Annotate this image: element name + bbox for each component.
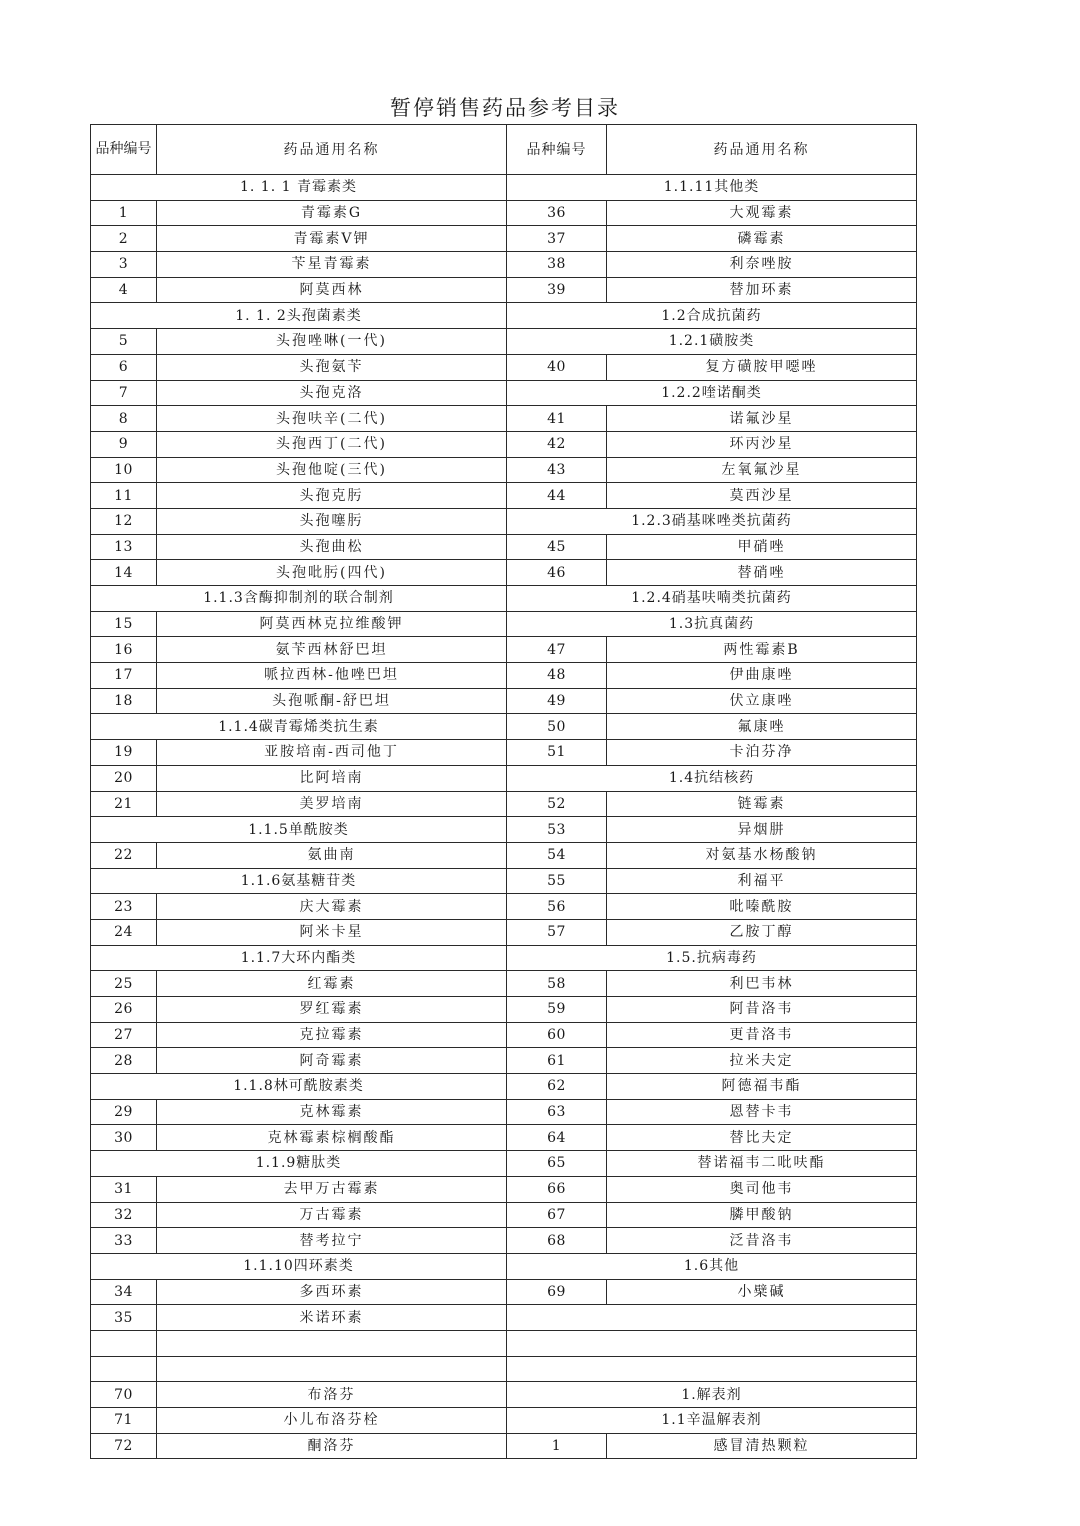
left-drug-name: 阿莫西林克拉维酸钾 bbox=[157, 611, 507, 637]
right-drug-name: 替加环素 bbox=[607, 277, 917, 303]
left-drug-number: 10 bbox=[91, 457, 157, 483]
left-drug-name: 头孢他啶(三代) bbox=[157, 457, 507, 483]
right-drug-name: 环丙沙星 bbox=[607, 431, 917, 457]
table-row bbox=[91, 1151, 917, 1177]
right-blank-cell bbox=[507, 1305, 917, 1331]
left-category-heading: 1. 1. 2头孢菌素类 bbox=[91, 303, 507, 329]
right-drug-number: 64 bbox=[507, 1125, 607, 1151]
right-category-heading: 1.2合成抗菌药 bbox=[507, 303, 917, 329]
table-row bbox=[91, 1074, 917, 1100]
left-category-heading: 1.1.8林可酰胺素类 bbox=[91, 1074, 507, 1100]
right-drug-name: 阿昔洛韦 bbox=[607, 997, 917, 1023]
table-row bbox=[91, 1048, 917, 1074]
table-row bbox=[91, 1408, 917, 1434]
right-category-heading: 1.2.4硝基呋喃类抗菌药 bbox=[507, 586, 917, 612]
table-row bbox=[91, 714, 917, 740]
right-drug-name: 感冒清热颗粒 bbox=[607, 1433, 917, 1459]
right-drug-number: 56 bbox=[507, 894, 607, 920]
right-drug-name: 氟康唑 bbox=[607, 714, 917, 740]
table-row bbox=[91, 226, 917, 252]
left-drug-number: 1 bbox=[91, 200, 157, 226]
left-drug-number: 28 bbox=[91, 1048, 157, 1074]
left-drug-number: 71 bbox=[91, 1408, 157, 1434]
right-drug-number: 59 bbox=[507, 997, 607, 1023]
table-row bbox=[91, 560, 917, 586]
left-drug-number: 20 bbox=[91, 765, 157, 791]
left-drug-name: 头孢氨苄 bbox=[157, 354, 507, 380]
left-drug-number: 31 bbox=[91, 1176, 157, 1202]
left-category-heading: 1.1.7大环内酯类 bbox=[91, 945, 507, 971]
right-drug-number: 36 bbox=[507, 200, 607, 226]
left-category-heading: 1.1.6氨基糖苷类 bbox=[91, 868, 507, 894]
table-row bbox=[91, 1305, 917, 1331]
table-row bbox=[91, 1228, 917, 1254]
table-row bbox=[91, 842, 917, 868]
table-row bbox=[91, 175, 917, 201]
table-row bbox=[91, 611, 917, 637]
left-drug-name: 头孢克肟 bbox=[157, 483, 507, 509]
table-row bbox=[91, 406, 917, 432]
left-blank-name bbox=[157, 1330, 507, 1356]
header-left-number: 品种编号 bbox=[91, 125, 157, 175]
right-drug-number: 62 bbox=[507, 1074, 607, 1100]
table-row bbox=[91, 1202, 917, 1228]
left-drug-number: 19 bbox=[91, 740, 157, 766]
header-left-name: 药品通用名称 bbox=[157, 125, 507, 175]
left-drug-name: 青霉素V钾 bbox=[157, 226, 507, 252]
left-drug-name: 氨曲南 bbox=[157, 842, 507, 868]
left-drug-number: 33 bbox=[91, 1228, 157, 1254]
left-drug-number: 27 bbox=[91, 1022, 157, 1048]
page-title: 暂停销售药品参考目录 bbox=[390, 96, 620, 120]
left-drug-number: 30 bbox=[91, 1125, 157, 1151]
left-drug-name: 苄星青霉素 bbox=[157, 252, 507, 278]
right-drug-number: 67 bbox=[507, 1202, 607, 1228]
left-drug-name: 头孢呋辛(二代) bbox=[157, 406, 507, 432]
right-drug-number: 37 bbox=[507, 226, 607, 252]
left-drug-name: 比阿培南 bbox=[157, 765, 507, 791]
left-drug-number: 9 bbox=[91, 431, 157, 457]
right-drug-name: 拉米夫定 bbox=[607, 1048, 917, 1074]
right-drug-number: 41 bbox=[507, 406, 607, 432]
left-drug-name: 亚胺培南-西司他丁 bbox=[157, 740, 507, 766]
table-row bbox=[91, 971, 917, 997]
right-category-heading: 1.3抗真菌药 bbox=[507, 611, 917, 637]
right-category-heading: 1.2.3硝基咪唑类抗菌药 bbox=[507, 508, 917, 534]
table-row bbox=[91, 637, 917, 663]
left-drug-number: 11 bbox=[91, 483, 157, 509]
left-drug-number: 29 bbox=[91, 1099, 157, 1125]
table-row bbox=[91, 534, 917, 560]
right-drug-number: 50 bbox=[507, 714, 607, 740]
right-drug-number: 42 bbox=[507, 431, 607, 457]
right-drug-number: 43 bbox=[507, 457, 607, 483]
left-drug-name: 阿莫西林 bbox=[157, 277, 507, 303]
right-drug-name: 诺氟沙星 bbox=[607, 406, 917, 432]
table-row bbox=[91, 1279, 917, 1305]
left-drug-name: 头孢克洛 bbox=[157, 380, 507, 406]
table-row bbox=[91, 997, 917, 1023]
right-blank-cell bbox=[507, 1330, 917, 1356]
left-drug-name: 氨苄西林舒巴坦 bbox=[157, 637, 507, 663]
table-row bbox=[91, 1176, 917, 1202]
right-drug-number: 63 bbox=[507, 1099, 607, 1125]
left-drug-name: 克林霉素 bbox=[157, 1099, 507, 1125]
left-drug-number: 34 bbox=[91, 1279, 157, 1305]
left-drug-name: 小儿布洛芬栓 bbox=[157, 1408, 507, 1434]
left-drug-name: 替考拉宁 bbox=[157, 1228, 507, 1254]
left-drug-name: 庆大霉素 bbox=[157, 894, 507, 920]
right-drug-name: 利巴韦林 bbox=[607, 971, 917, 997]
left-drug-name: 哌拉西林-他唑巴坦 bbox=[157, 663, 507, 689]
right-category-heading: 1.5.抗病毒药 bbox=[507, 945, 917, 971]
right-drug-name: 莫西沙星 bbox=[607, 483, 917, 509]
left-drug-name: 头孢哌酮-舒巴坦 bbox=[157, 688, 507, 714]
table-row bbox=[91, 354, 917, 380]
table-row bbox=[91, 431, 917, 457]
right-drug-name: 替诺福韦二吡呋酯 bbox=[607, 1151, 917, 1177]
right-drug-name: 甲硝唑 bbox=[607, 534, 917, 560]
left-drug-number: 14 bbox=[91, 560, 157, 586]
right-drug-number: 65 bbox=[507, 1151, 607, 1177]
left-drug-number: 8 bbox=[91, 406, 157, 432]
right-drug-name: 吡嗪酰胺 bbox=[607, 894, 917, 920]
left-drug-name: 多西环素 bbox=[157, 1279, 507, 1305]
table-row bbox=[91, 483, 917, 509]
left-drug-number: 12 bbox=[91, 508, 157, 534]
left-drug-name: 头孢西丁(二代) bbox=[157, 431, 507, 457]
right-drug-name: 异烟肼 bbox=[607, 817, 917, 843]
table-row bbox=[91, 457, 917, 483]
left-category-heading: 1.1.10四环素类 bbox=[91, 1253, 507, 1279]
table-row bbox=[91, 1125, 917, 1151]
right-drug-name: 左氧氟沙星 bbox=[607, 457, 917, 483]
right-drug-name: 复方磺胺甲噁唑 bbox=[607, 354, 917, 380]
right-drug-number: 47 bbox=[507, 637, 607, 663]
table-row bbox=[91, 200, 917, 226]
left-drug-number: 26 bbox=[91, 997, 157, 1023]
right-drug-number: 51 bbox=[507, 740, 607, 766]
left-drug-number: 18 bbox=[91, 688, 157, 714]
left-drug-number: 72 bbox=[91, 1433, 157, 1459]
table-row bbox=[91, 791, 917, 817]
table-row bbox=[91, 586, 917, 612]
header-right-number: 品种编号 bbox=[507, 125, 607, 175]
left-drug-name: 去甲万古霉素 bbox=[157, 1176, 507, 1202]
right-drug-name: 利福平 bbox=[607, 868, 917, 894]
left-blank-name bbox=[157, 1356, 507, 1382]
right-drug-name: 磷霉素 bbox=[607, 226, 917, 252]
right-drug-number: 66 bbox=[507, 1176, 607, 1202]
right-drug-number: 52 bbox=[507, 791, 607, 817]
left-drug-number: 15 bbox=[91, 611, 157, 637]
drug-catalog-table bbox=[90, 124, 917, 1459]
right-drug-number: 60 bbox=[507, 1022, 607, 1048]
table-row bbox=[91, 1022, 917, 1048]
left-drug-name: 阿米卡星 bbox=[157, 919, 507, 945]
right-drug-number: 54 bbox=[507, 842, 607, 868]
right-drug-name: 伊曲康唑 bbox=[607, 663, 917, 689]
left-drug-number: 4 bbox=[91, 277, 157, 303]
table-row bbox=[91, 1433, 917, 1459]
right-drug-number: 49 bbox=[507, 688, 607, 714]
right-blank-cell bbox=[507, 1356, 917, 1382]
left-drug-name: 头孢唑啉(一代) bbox=[157, 329, 507, 355]
right-drug-name: 利奈唑胺 bbox=[607, 252, 917, 278]
left-drug-name: 万古霉素 bbox=[157, 1202, 507, 1228]
left-drug-number: 2 bbox=[91, 226, 157, 252]
table-row bbox=[91, 1253, 917, 1279]
right-drug-name: 卡泊芬净 bbox=[607, 740, 917, 766]
right-drug-name: 恩替卡韦 bbox=[607, 1099, 917, 1125]
right-drug-number: 55 bbox=[507, 868, 607, 894]
table-row bbox=[91, 868, 917, 894]
left-drug-number: 21 bbox=[91, 791, 157, 817]
left-drug-name: 克林霉素棕榈酸酯 bbox=[157, 1125, 507, 1151]
table-row bbox=[91, 252, 917, 278]
table-row bbox=[91, 894, 917, 920]
table-row bbox=[91, 508, 917, 534]
right-drug-name: 阿德福韦酯 bbox=[607, 1074, 917, 1100]
right-drug-number: 45 bbox=[507, 534, 607, 560]
left-drug-name: 青霉素G bbox=[157, 200, 507, 226]
right-drug-number: 68 bbox=[507, 1228, 607, 1254]
table-row bbox=[91, 919, 917, 945]
right-drug-name: 大观霉素 bbox=[607, 200, 917, 226]
left-drug-name: 红霉素 bbox=[157, 971, 507, 997]
left-blank-number bbox=[91, 1356, 157, 1382]
right-drug-name: 膦甲酸钠 bbox=[607, 1202, 917, 1228]
left-drug-number: 35 bbox=[91, 1305, 157, 1331]
table-row bbox=[91, 303, 917, 329]
table-row bbox=[91, 1330, 917, 1356]
header-right-name: 药品通用名称 bbox=[607, 125, 917, 175]
right-drug-name: 奥司他韦 bbox=[607, 1176, 917, 1202]
table-row bbox=[91, 817, 917, 843]
left-drug-name: 酮洛芬 bbox=[157, 1433, 507, 1459]
right-category-heading: 1.1辛温解表剂 bbox=[507, 1408, 917, 1434]
right-drug-number: 40 bbox=[507, 354, 607, 380]
left-drug-number: 5 bbox=[91, 329, 157, 355]
right-category-heading: 1.4抗结核药 bbox=[507, 765, 917, 791]
table-row bbox=[91, 765, 917, 791]
right-drug-number: 58 bbox=[507, 971, 607, 997]
right-drug-number: 69 bbox=[507, 1279, 607, 1305]
right-drug-name: 对氨基水杨酸钠 bbox=[607, 842, 917, 868]
left-drug-number: 17 bbox=[91, 663, 157, 689]
right-drug-number: 48 bbox=[507, 663, 607, 689]
right-drug-number: 38 bbox=[507, 252, 607, 278]
left-drug-number: 70 bbox=[91, 1382, 157, 1408]
right-category-heading: 1.2.2喹诺酮类 bbox=[507, 380, 917, 406]
table-row bbox=[91, 688, 917, 714]
right-drug-name: 链霉素 bbox=[607, 791, 917, 817]
right-category-heading: 1.6其他 bbox=[507, 1253, 917, 1279]
table-header-row bbox=[91, 125, 917, 175]
left-blank-number bbox=[91, 1330, 157, 1356]
table-row bbox=[91, 380, 917, 406]
left-drug-number: 13 bbox=[91, 534, 157, 560]
left-drug-name: 头孢噻肟 bbox=[157, 508, 507, 534]
right-drug-name: 替比夫定 bbox=[607, 1125, 917, 1151]
left-drug-number: 16 bbox=[91, 637, 157, 663]
left-category-heading: 1.1.9糖肽类 bbox=[91, 1151, 507, 1177]
right-drug-number: 44 bbox=[507, 483, 607, 509]
left-drug-number: 24 bbox=[91, 919, 157, 945]
right-category-heading: 1.2.1磺胺类 bbox=[507, 329, 917, 355]
left-drug-number: 32 bbox=[91, 1202, 157, 1228]
right-drug-name: 更昔洛韦 bbox=[607, 1022, 917, 1048]
left-category-heading: 1.1.4碳青霉烯类抗生素 bbox=[91, 714, 507, 740]
table-row bbox=[91, 1099, 917, 1125]
right-category-heading: 1.1.11其他类 bbox=[507, 175, 917, 201]
table-row bbox=[91, 1382, 917, 1408]
right-drug-number: 46 bbox=[507, 560, 607, 586]
left-drug-number: 23 bbox=[91, 894, 157, 920]
left-drug-name: 米诺环素 bbox=[157, 1305, 507, 1331]
left-drug-name: 美罗培南 bbox=[157, 791, 507, 817]
table-row bbox=[91, 277, 917, 303]
left-drug-name: 头孢曲松 bbox=[157, 534, 507, 560]
table-row bbox=[91, 1356, 917, 1382]
left-drug-name: 阿奇霉素 bbox=[157, 1048, 507, 1074]
right-drug-number: 1 bbox=[507, 1433, 607, 1459]
table-row bbox=[91, 663, 917, 689]
left-drug-name: 布洛芬 bbox=[157, 1382, 507, 1408]
left-drug-number: 3 bbox=[91, 252, 157, 278]
right-category-heading: 1.解表剂 bbox=[507, 1382, 917, 1408]
left-drug-name: 罗红霉素 bbox=[157, 997, 507, 1023]
left-category-heading: 1.1.5单酰胺类 bbox=[91, 817, 507, 843]
right-drug-name: 伏立康唑 bbox=[607, 688, 917, 714]
right-drug-number: 57 bbox=[507, 919, 607, 945]
left-category-heading: 1. 1. 1 青霉素类 bbox=[91, 175, 507, 201]
right-drug-name: 小檗碱 bbox=[607, 1279, 917, 1305]
left-category-heading: 1.1.3含酶抑制剂的联合制剂 bbox=[91, 586, 507, 612]
right-drug-number: 53 bbox=[507, 817, 607, 843]
right-drug-name: 乙胺丁醇 bbox=[607, 919, 917, 945]
left-drug-number: 7 bbox=[91, 380, 157, 406]
left-drug-number: 25 bbox=[91, 971, 157, 997]
right-drug-name: 替硝唑 bbox=[607, 560, 917, 586]
table-row bbox=[91, 945, 917, 971]
right-drug-name: 两性霉素B bbox=[607, 637, 917, 663]
left-drug-name: 头孢吡肟(四代) bbox=[157, 560, 507, 586]
right-drug-name: 泛昔洛韦 bbox=[607, 1228, 917, 1254]
left-drug-number: 6 bbox=[91, 354, 157, 380]
table-row bbox=[91, 329, 917, 355]
left-drug-number: 22 bbox=[91, 842, 157, 868]
right-drug-number: 39 bbox=[507, 277, 607, 303]
right-drug-number: 61 bbox=[507, 1048, 607, 1074]
left-drug-name: 克拉霉素 bbox=[157, 1022, 507, 1048]
table-row bbox=[91, 740, 917, 766]
